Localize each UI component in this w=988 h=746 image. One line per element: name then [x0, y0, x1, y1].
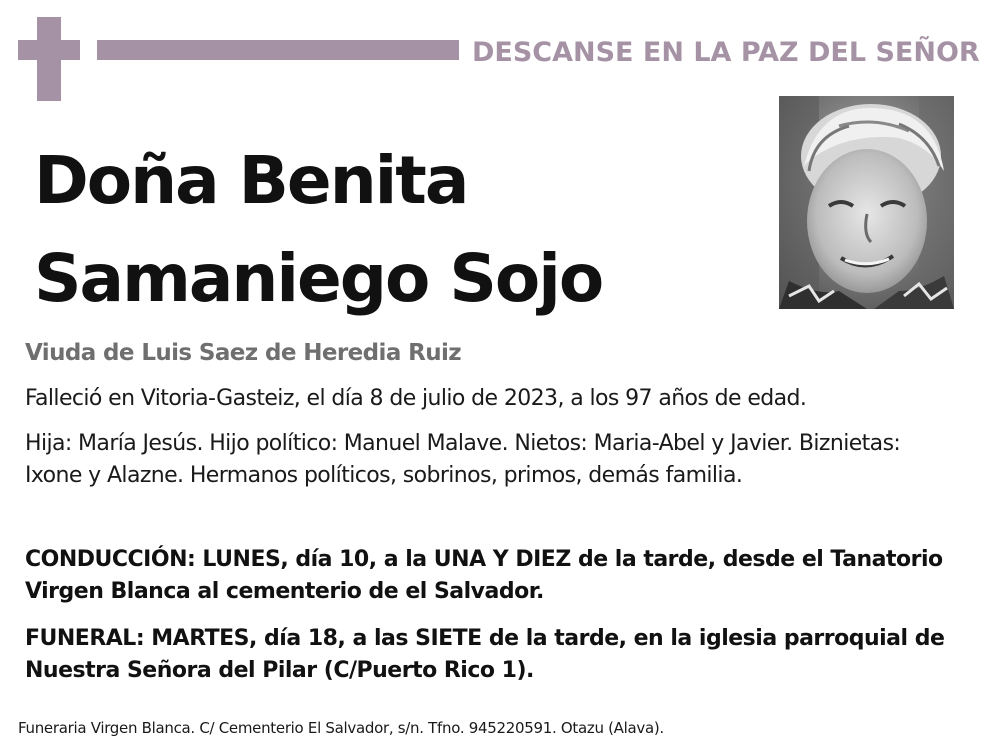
deceased-subtitle: Viuda de Luis Saez de Heredia Ruiz — [25, 340, 462, 366]
procession-notice: CONDUCCIÓN: LUNES, día 10, a la UNA Y DIEZ de la tarde, desde el Tanatorio Virgen Blanca al cementerio de el Salvador. — [25, 547, 943, 604]
deceased-name-line2: Samaniego Sojo — [34, 240, 603, 317]
funeral-notice: FUNERAL: MARTES, día 18, a las SIETE de la tarde, en la iglesia parroquial de Nuestra Señora del Pilar (C/Puerto Rico 1). — [25, 626, 945, 683]
deceased-name-line1: Doña Benita — [34, 142, 468, 219]
header-divider-bar — [97, 40, 459, 60]
portrait-photo — [779, 96, 954, 309]
header-motto: DESCANSE EN LA PAZ DEL SEÑOR — [472, 37, 980, 68]
portrait-image — [779, 96, 954, 309]
death-notice-text: Falleció en Vitoria-Gasteiz, el día 8 de julio de 2023, a los 97 años de edad. — [25, 386, 807, 411]
cross-icon-arm — [18, 40, 80, 60]
funeral-home-footer: Funeraria Virgen Blanca. C/ Cementerio El Salvador, s/n. Tfno. 945220591. Otazu (Alava). — [18, 719, 664, 737]
deceased-name — [34, 132, 754, 328]
family-list-text: Hija: María Jesús. Hijo político: Manuel Malave. Nietos: Maria-Abel y Javier. Biznietas: Ixone y Alazne. Hermanos políticos, sobrinos, primos, demás familia. — [25, 431, 901, 488]
